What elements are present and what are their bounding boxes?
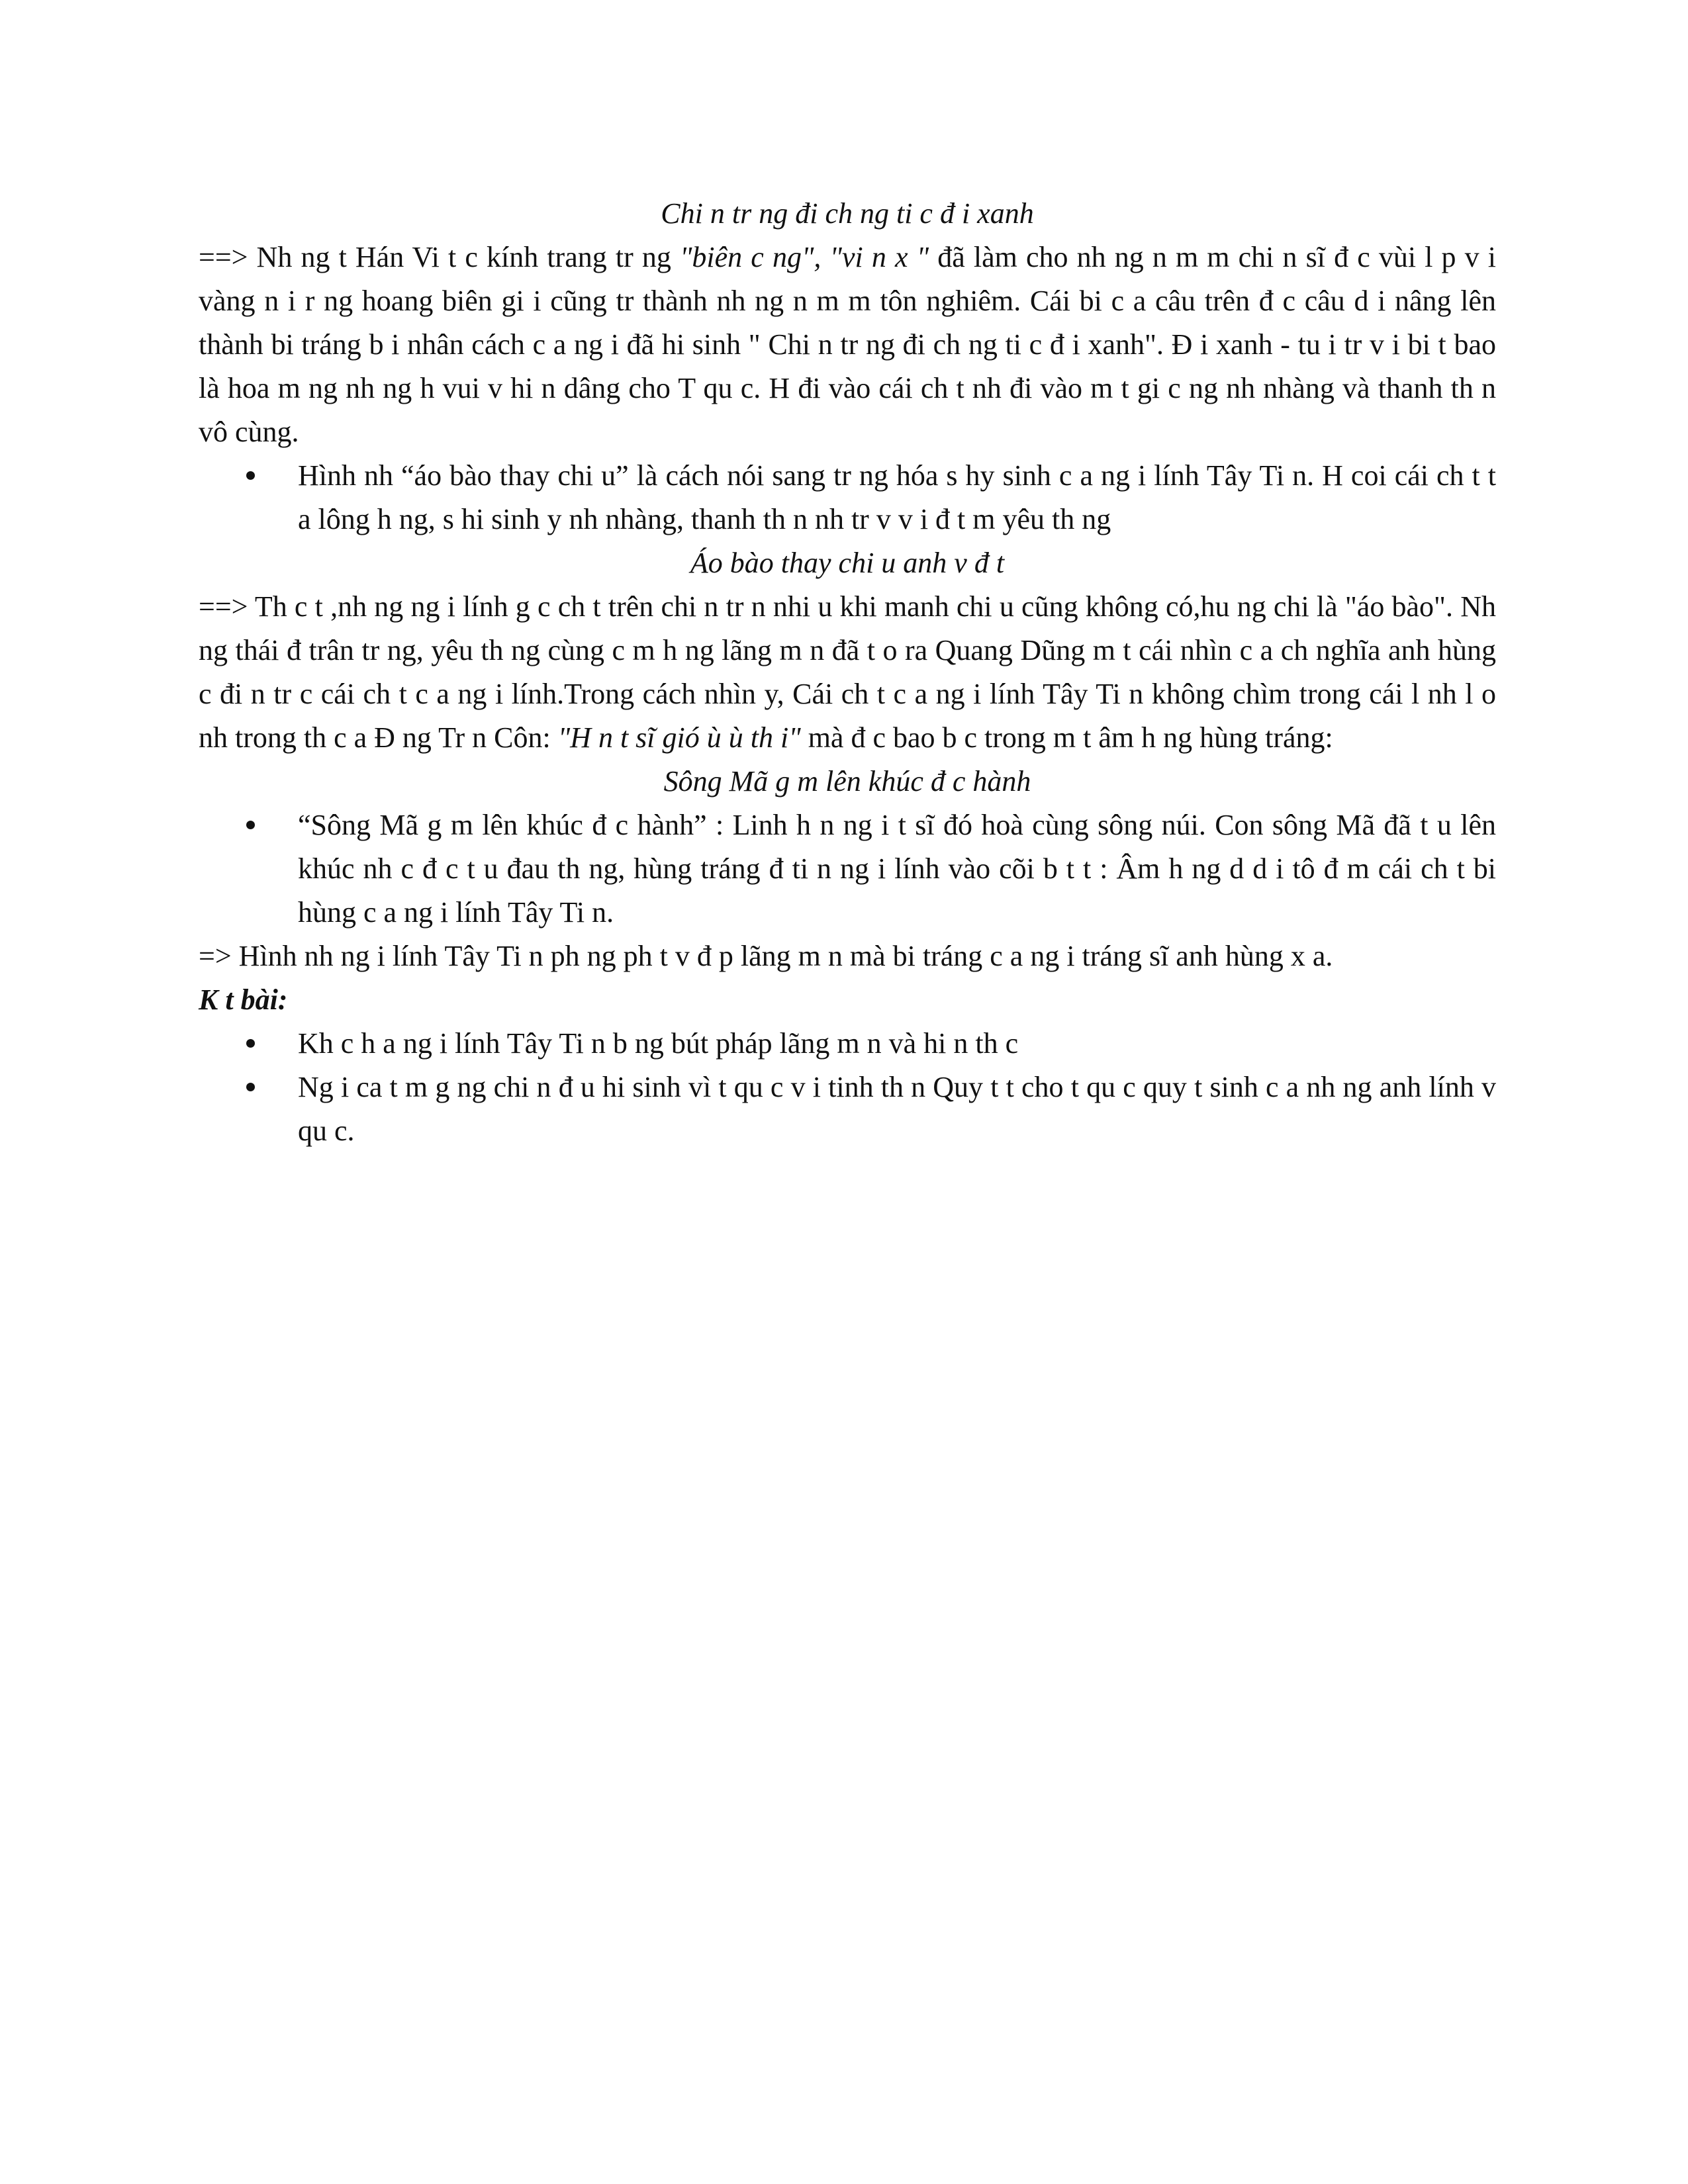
verse-line-1: Chi n tr ng đi ch ng ti c đ i xanh <box>661 197 1034 230</box>
conclusion-heading: K t bài: <box>199 983 288 1016</box>
analysis-paragraph-2 <box>199 585 1496 760</box>
list-item-text: Hình nh “áo bào thay chi u” là cách nói sang tr ng hóa s hy sinh c a ng i lính Tây Ti n. H coi cái ch t t a lông h ng, s hi sinh y nh nhàng, thanh th n nh tr v v i đ t m yêu th ng <box>298 459 1496 535</box>
verse-line-2: Áo bào thay chi u anh v đ t <box>690 547 1005 579</box>
paragraph-text: mà đ c bao b c trong m t âm h ng hùng tráng: <box>800 721 1333 754</box>
summary-paragraph: => Hình nh ng i lính Tây Ti n ph ng ph t v đ p lãng m n mà bi tráng c a ng i tráng sĩ anh hùng x a. <box>199 940 1333 972</box>
analysis-paragraph-1 <box>199 236 1496 454</box>
list-item <box>199 454 1496 541</box>
list-item-text: Ng i ca t m g ng chi n đ u hi sinh vì t qu c v i tinh th n Quy t t cho t qu c quy t sinh c a nh ng anh lính v qu c. <box>298 1071 1496 1147</box>
bullet-dot-icon <box>246 1083 255 1091</box>
paragraph-text: ==> Nh ng t Hán Vi t c kính trang tr ng <box>199 241 680 273</box>
conclusion-list <box>199 1022 1496 1153</box>
bullet-dot-icon <box>246 471 255 480</box>
bullet-list-1 <box>199 454 1496 541</box>
bullet-dot-icon <box>246 1039 255 1048</box>
list-item <box>199 1022 1496 1066</box>
list-item-text: “Sông Mã g m lên khúc đ c hành” : Linh h n ng i t sĩ đó hoà cùng sông núi. Con sông Mã đã t u lên khúc nh c đ c t u đau th ng, hùng tráng đ ti n ng i lính vào cõi b t t : Âm h ng d d i tô đ m cái ch t bi hùng c a ng i lính Tây Ti n. <box>298 809 1496 929</box>
list-item <box>199 803 1496 934</box>
quoted-verse: "H n t sĩ gió ù ù th i" <box>557 721 801 754</box>
paragraph-text: đã làm cho nh ng n m m chi n sĩ đ c vùi l p v i vàng n i r ng hoang biên gi i cũng tr thành nh ng n m m tôn nghiêm. Cái bi c a câu trên đ c câu d i nâng lên thành bi tráng b i nhân cách c a ng i đã hi sinh " Chi n tr ng đi ch ng ti c đ i xanh". Đ i xanh - tu i tr v i bi t bao là hoa m ng nh ng h vui v hi n dâng cho T qu c. H đi vào cái ch t nh đi vào m t gi c ng nh nhàng và thanh th n vô cùng. <box>199 241 1496 448</box>
paragraph-text: ==> Th c t ,nh ng ng i lính g c ch t trên chi n tr n nhi u khi manh chi u cũng không có,hu ng chi là "áo bào". Nh ng thái đ trân tr ng, yêu th ng cùng c m h ng lãng m n đã t o ra Quang Dũng m t cái nhìn c a ch nghĩa anh hùng c đi n tr c cái ch t c a ng i lính.Trong cách nhìn y, Cái ch t c a ng i lính Tây Ti n không chìm trong cái l nh l o nh trong th c a Đ ng Tr n Côn: <box>199 590 1496 754</box>
list-item <box>199 1066 1496 1153</box>
list-item-text: Kh c h a ng i lính Tây Ti n b ng bút pháp lãng m n và hi n th c <box>298 1027 1019 1060</box>
bullet-dot-icon <box>246 821 255 829</box>
quoted-words: "biên c ng", "vi n x " <box>679 241 929 273</box>
bullet-list-2 <box>199 803 1496 934</box>
verse-line-3: Sông Mã g m lên khúc đ c hành <box>663 765 1031 797</box>
document-body <box>199 192 1496 1153</box>
